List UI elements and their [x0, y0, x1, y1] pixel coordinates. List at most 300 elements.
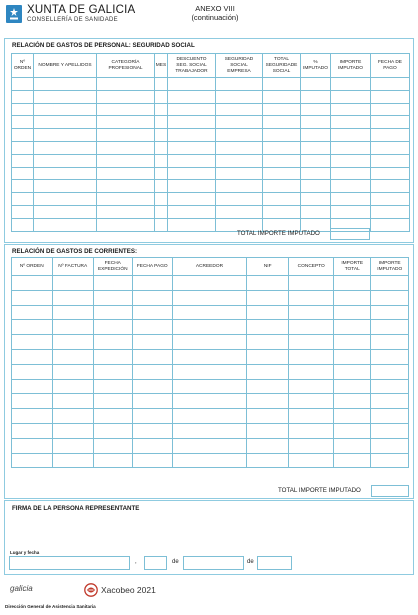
current-cell[interactable]	[173, 394, 247, 409]
personal-cell[interactable]	[97, 218, 155, 231]
year-field[interactable]	[257, 556, 292, 570]
personal-cell[interactable]	[97, 205, 155, 218]
personal-cell[interactable]	[168, 103, 216, 116]
personal-cell[interactable]	[216, 154, 263, 167]
personal-header-text: SEGURIDAD	[224, 56, 254, 62]
personal-cell[interactable]	[168, 116, 216, 129]
current-row	[12, 364, 409, 379]
personal-cell[interactable]	[97, 116, 155, 129]
personal-header-text: SOCIAL	[230, 62, 248, 68]
personal-cell[interactable]	[34, 78, 97, 91]
personal-cell[interactable]	[371, 167, 410, 180]
current-cell[interactable]	[12, 379, 53, 394]
current-cell[interactable]	[289, 276, 334, 291]
personal-header-row	[12, 54, 410, 78]
current-cell[interactable]	[94, 290, 132, 305]
current-cell[interactable]	[246, 276, 289, 291]
current-cell[interactable]	[173, 320, 247, 335]
current-cell[interactable]	[334, 276, 371, 291]
personal-cell[interactable]	[301, 141, 331, 154]
personal-cell[interactable]	[168, 78, 216, 91]
personal-cell[interactable]	[371, 154, 410, 167]
current-cell[interactable]	[289, 394, 334, 409]
personal-cell[interactable]	[12, 154, 34, 167]
personal-cell[interactable]	[371, 141, 410, 154]
current-cell[interactable]	[52, 320, 94, 335]
current-cell[interactable]	[94, 394, 132, 409]
current-header-cell	[334, 258, 371, 276]
personal-cell[interactable]	[12, 180, 34, 193]
current-cell[interactable]	[334, 349, 371, 364]
personal-cell[interactable]	[216, 78, 263, 91]
personal-cell[interactable]	[97, 180, 155, 193]
personal-cell[interactable]	[155, 167, 168, 180]
personal-header-text: PROFESIONAL	[108, 65, 143, 71]
personal-header-cell	[331, 54, 371, 78]
personal-total-label: TOTAL IMPORTE IMPUTADO	[237, 230, 320, 237]
current-cell[interactable]	[173, 379, 247, 394]
current-cell[interactable]	[52, 379, 94, 394]
place-field[interactable]	[9, 556, 130, 570]
current-cell[interactable]	[132, 349, 173, 364]
month-field[interactable]	[183, 556, 244, 570]
current-cell[interactable]	[173, 364, 247, 379]
current-header-text: IMPORTE	[341, 260, 364, 266]
current-header-text: Nº FACTURA	[58, 263, 88, 269]
current-cell[interactable]	[371, 394, 409, 409]
personal-cell[interactable]	[34, 193, 97, 206]
personal-header-cell	[168, 54, 216, 78]
personal-header-cell	[263, 54, 301, 78]
current-cell[interactable]	[12, 423, 53, 438]
personal-cell[interactable]	[168, 180, 216, 193]
current-cell[interactable]	[371, 364, 409, 379]
personal-cell[interactable]	[331, 90, 371, 103]
personal-cell[interactable]	[168, 129, 216, 142]
current-cell[interactable]	[173, 290, 247, 305]
personal-cell[interactable]	[301, 193, 331, 206]
current-total-field[interactable]	[371, 485, 409, 497]
personal-cell[interactable]	[216, 167, 263, 180]
personal-cell[interactable]	[371, 103, 410, 116]
personal-cell[interactable]	[263, 167, 301, 180]
current-cell[interactable]	[132, 409, 173, 424]
personal-cell[interactable]	[97, 154, 155, 167]
current-cell[interactable]	[12, 453, 53, 468]
current-cell[interactable]	[94, 423, 132, 438]
current-cell[interactable]	[52, 349, 94, 364]
current-cell[interactable]	[246, 290, 289, 305]
personal-cell[interactable]	[216, 116, 263, 129]
current-header-text: ACREEDOR	[195, 263, 224, 269]
current-row	[12, 453, 409, 468]
de-separator-1: de	[172, 559, 179, 565]
personal-cell[interactable]	[301, 103, 331, 116]
personal-cell[interactable]	[263, 78, 301, 91]
current-row	[12, 290, 409, 305]
current-cell[interactable]	[94, 305, 132, 320]
personal-cell[interactable]	[168, 141, 216, 154]
personal-row	[12, 154, 410, 167]
personal-cell[interactable]	[371, 116, 410, 129]
current-cell[interactable]	[52, 438, 94, 453]
current-cell[interactable]	[94, 320, 132, 335]
personal-cell[interactable]	[331, 116, 371, 129]
personal-header-text: IMPORTE	[339, 59, 362, 65]
personal-cell[interactable]	[155, 205, 168, 218]
current-cell[interactable]	[334, 453, 371, 468]
current-cell[interactable]	[132, 394, 173, 409]
current-cell[interactable]	[132, 364, 173, 379]
personal-cell[interactable]	[12, 205, 34, 218]
personal-cell[interactable]	[216, 103, 263, 116]
current-cell[interactable]	[246, 438, 289, 453]
current-cell[interactable]	[52, 305, 94, 320]
personal-row	[12, 141, 410, 154]
current-cell[interactable]	[334, 394, 371, 409]
current-cell[interactable]	[289, 379, 334, 394]
current-cell[interactable]	[371, 409, 409, 424]
personal-cell[interactable]	[371, 78, 410, 91]
personal-cell[interactable]	[331, 103, 371, 116]
personal-cell[interactable]	[12, 78, 34, 91]
current-cell[interactable]	[52, 453, 94, 468]
current-cell[interactable]	[289, 335, 334, 350]
current-cell[interactable]	[289, 290, 334, 305]
personal-cell[interactable]	[331, 154, 371, 167]
current-cell[interactable]	[334, 320, 371, 335]
personal-cell[interactable]	[168, 218, 216, 231]
personal-header-text: TOTAL	[273, 56, 290, 62]
current-cell[interactable]	[334, 379, 371, 394]
personal-cell[interactable]	[301, 116, 331, 129]
personal-cell[interactable]	[34, 129, 97, 142]
current-cell[interactable]	[246, 320, 289, 335]
personal-cell[interactable]	[12, 193, 34, 206]
current-total-label: TOTAL IMPORTE IMPUTADO	[278, 487, 361, 494]
personal-cell[interactable]	[97, 129, 155, 142]
current-cell[interactable]	[132, 453, 173, 468]
personal-cell[interactable]	[155, 154, 168, 167]
personal-cell[interactable]	[216, 90, 263, 103]
personal-cell[interactable]	[168, 205, 216, 218]
current-cell[interactable]	[246, 379, 289, 394]
personal-cell[interactable]	[12, 129, 34, 142]
current-cell[interactable]	[132, 379, 173, 394]
personal-cell[interactable]	[371, 180, 410, 193]
current-header-text: CONCEPTO	[297, 263, 325, 269]
current-cell[interactable]	[173, 423, 247, 438]
current-cell[interactable]	[371, 320, 409, 335]
current-cell[interactable]	[94, 438, 132, 453]
personal-row	[12, 167, 410, 180]
personal-cell[interactable]	[216, 180, 263, 193]
personal-cell[interactable]	[155, 103, 168, 116]
current-cell[interactable]	[94, 379, 132, 394]
personal-cell[interactable]	[371, 193, 410, 206]
personal-header-cell	[97, 54, 155, 78]
current-cell[interactable]	[289, 409, 334, 424]
current-cell[interactable]	[246, 335, 289, 350]
personal-cell[interactable]	[97, 78, 155, 91]
current-cell[interactable]	[334, 335, 371, 350]
current-cell[interactable]	[334, 438, 371, 453]
current-cell[interactable]	[132, 438, 173, 453]
current-cell[interactable]	[371, 335, 409, 350]
personal-cell[interactable]	[97, 90, 155, 103]
galicia-logo: galicia	[10, 584, 33, 593]
personal-cell[interactable]	[301, 78, 331, 91]
current-cell[interactable]	[173, 453, 247, 468]
current-cell[interactable]	[334, 409, 371, 424]
personal-cell[interactable]	[331, 141, 371, 154]
personal-cell[interactable]	[168, 193, 216, 206]
current-cell[interactable]	[132, 335, 173, 350]
personal-header-text: %	[313, 59, 318, 65]
personal-cell[interactable]	[97, 141, 155, 154]
personal-cell[interactable]	[216, 205, 263, 218]
personal-cell[interactable]	[155, 141, 168, 154]
personal-cell[interactable]	[97, 167, 155, 180]
current-cell[interactable]	[289, 364, 334, 379]
current-cell[interactable]	[12, 394, 53, 409]
current-header-row	[12, 258, 409, 276]
current-header-text: Nº ORDEN	[19, 263, 44, 269]
current-cell[interactable]	[52, 394, 94, 409]
personal-cell[interactable]	[263, 129, 301, 142]
current-cell[interactable]	[12, 305, 53, 320]
current-cell[interactable]	[132, 290, 173, 305]
personal-header-cell	[371, 54, 410, 78]
personal-cell[interactable]	[301, 180, 331, 193]
current-cell[interactable]	[371, 453, 409, 468]
current-cell[interactable]	[12, 276, 53, 291]
personal-cell[interactable]	[97, 103, 155, 116]
personal-row	[12, 103, 410, 116]
personal-row	[12, 90, 410, 103]
personal-cell[interactable]	[263, 205, 301, 218]
personal-cell[interactable]	[301, 90, 331, 103]
current-cell[interactable]	[132, 320, 173, 335]
personal-header-cell	[34, 54, 97, 78]
personal-cell[interactable]	[263, 154, 301, 167]
current-cell[interactable]	[334, 290, 371, 305]
personal-cell[interactable]	[155, 90, 168, 103]
personal-cell[interactable]	[34, 218, 97, 231]
place-date-label: Lugar y fecha	[10, 550, 40, 555]
personal-row	[12, 205, 410, 218]
annex-subtitle: (continuación)	[191, 13, 239, 22]
de-separator-2: de	[247, 559, 254, 565]
personal-cell[interactable]	[371, 90, 410, 103]
personal-cell[interactable]	[34, 141, 97, 154]
current-cell[interactable]	[52, 335, 94, 350]
current-cell[interactable]	[52, 290, 94, 305]
signature-panel-title: FIRMA DE LA PERSONA REPRESENTANTE	[12, 505, 140, 512]
current-cell[interactable]	[173, 276, 247, 291]
personal-cell[interactable]	[301, 205, 331, 218]
current-header-cell	[132, 258, 173, 276]
personal-cell[interactable]	[12, 90, 34, 103]
personal-cell[interactable]	[331, 193, 371, 206]
current-cell[interactable]	[12, 438, 53, 453]
current-cell[interactable]	[12, 364, 53, 379]
current-cell[interactable]	[371, 438, 409, 453]
current-cell[interactable]	[173, 305, 247, 320]
personal-cell[interactable]	[263, 141, 301, 154]
current-cell[interactable]	[52, 409, 94, 424]
current-cell[interactable]	[334, 364, 371, 379]
personal-cell[interactable]	[216, 129, 263, 142]
current-row	[12, 349, 409, 364]
current-cell[interactable]	[12, 320, 53, 335]
personal-total-field[interactable]	[330, 228, 370, 240]
current-cell[interactable]	[132, 305, 173, 320]
personal-cell[interactable]	[331, 129, 371, 142]
personal-cell[interactable]	[216, 141, 263, 154]
personal-cell[interactable]	[155, 116, 168, 129]
current-cell[interactable]	[246, 409, 289, 424]
personal-cell[interactable]	[155, 180, 168, 193]
current-cell[interactable]	[52, 364, 94, 379]
personal-header-text: EMPRESA	[227, 68, 251, 74]
comma-separator: ,	[135, 559, 137, 565]
current-row	[12, 409, 409, 424]
current-cell[interactable]	[246, 364, 289, 379]
personal-cell[interactable]	[371, 218, 410, 231]
personal-cell[interactable]	[301, 167, 331, 180]
current-header-cell	[94, 258, 132, 276]
footer-direction: Dirección General de Asistencia Sanitaria	[5, 604, 96, 609]
personal-header-text: CATEGORÍA	[111, 59, 140, 65]
current-cell[interactable]	[371, 305, 409, 320]
personal-cell[interactable]	[155, 129, 168, 142]
personal-cell[interactable]	[155, 193, 168, 206]
personal-cell[interactable]	[12, 167, 34, 180]
personal-header-text: Nº	[19, 59, 26, 65]
current-cell[interactable]	[371, 379, 409, 394]
current-row	[12, 320, 409, 335]
personal-cell[interactable]	[34, 167, 97, 180]
current-cell[interactable]	[246, 423, 289, 438]
personal-cell[interactable]	[301, 129, 331, 142]
personal-cell[interactable]	[34, 103, 97, 116]
current-panel-title: RELACIÓN DE GASTOS DE CORRIENTES:	[12, 248, 138, 255]
personal-cell[interactable]	[331, 167, 371, 180]
current-cell[interactable]	[12, 335, 53, 350]
current-cell[interactable]	[12, 349, 53, 364]
current-cell[interactable]	[132, 423, 173, 438]
personal-cell[interactable]	[371, 205, 410, 218]
current-cell[interactable]	[289, 349, 334, 364]
current-cell[interactable]	[289, 305, 334, 320]
current-cell[interactable]	[132, 276, 173, 291]
current-cell[interactable]	[334, 305, 371, 320]
current-cell[interactable]	[371, 349, 409, 364]
personal-cell[interactable]	[371, 129, 410, 142]
current-header-text: IMPUTADO	[377, 266, 403, 272]
personal-cell[interactable]	[301, 154, 331, 167]
current-cell[interactable]	[94, 364, 132, 379]
current-expenses-table	[11, 257, 409, 468]
current-cell[interactable]	[173, 438, 247, 453]
personal-cell[interactable]	[155, 218, 168, 231]
current-cell[interactable]	[289, 438, 334, 453]
current-cell[interactable]	[334, 423, 371, 438]
current-cell[interactable]	[12, 290, 53, 305]
personal-cell[interactable]	[168, 154, 216, 167]
current-cell[interactable]	[173, 409, 247, 424]
personal-cell[interactable]	[12, 218, 34, 231]
current-row	[12, 438, 409, 453]
personal-cell[interactable]	[34, 205, 97, 218]
personal-expenses-table	[11, 53, 410, 232]
current-cell[interactable]	[246, 349, 289, 364]
personal-cell[interactable]	[12, 141, 34, 154]
current-cell[interactable]	[52, 276, 94, 291]
personal-cell[interactable]	[263, 103, 301, 116]
personal-cell[interactable]	[331, 205, 371, 218]
current-cell[interactable]	[289, 423, 334, 438]
current-cell[interactable]	[173, 335, 247, 350]
personal-cell[interactable]	[331, 78, 371, 91]
personal-cell[interactable]	[168, 167, 216, 180]
day-field[interactable]	[144, 556, 167, 570]
current-cell[interactable]	[94, 276, 132, 291]
personal-header-text: SEG. SOCIAL	[176, 62, 207, 68]
personal-cell[interactable]	[263, 180, 301, 193]
current-cell[interactable]	[246, 305, 289, 320]
personal-row	[12, 193, 410, 206]
current-cell[interactable]	[371, 423, 409, 438]
personal-cell[interactable]	[34, 90, 97, 103]
personal-cell[interactable]	[263, 193, 301, 206]
current-row	[12, 305, 409, 320]
current-cell[interactable]	[246, 453, 289, 468]
current-header-cell	[371, 258, 409, 276]
current-cell[interactable]	[94, 453, 132, 468]
current-cell[interactable]	[94, 349, 132, 364]
personal-cell[interactable]	[12, 116, 34, 129]
current-cell[interactable]	[289, 320, 334, 335]
personal-cell[interactable]	[34, 180, 97, 193]
personal-cell[interactable]	[263, 90, 301, 103]
current-cell[interactable]	[173, 349, 247, 364]
personal-cell[interactable]	[34, 116, 97, 129]
personal-cell[interactable]	[97, 193, 155, 206]
personal-cell[interactable]	[331, 180, 371, 193]
current-cell[interactable]	[94, 335, 132, 350]
current-row	[12, 335, 409, 350]
current-cell[interactable]	[289, 453, 334, 468]
personal-cell[interactable]	[168, 90, 216, 103]
current-cell[interactable]	[246, 394, 289, 409]
personal-cell[interactable]	[34, 154, 97, 167]
personal-cell[interactable]	[12, 103, 34, 116]
current-cell[interactable]	[12, 409, 53, 424]
current-header-cell	[246, 258, 289, 276]
current-cell[interactable]	[371, 290, 409, 305]
current-row	[12, 394, 409, 409]
current-cell[interactable]	[52, 423, 94, 438]
current-cell[interactable]	[94, 409, 132, 424]
personal-cell[interactable]	[155, 78, 168, 91]
current-cell[interactable]	[371, 276, 409, 291]
current-header-cell	[289, 258, 334, 276]
personal-cell[interactable]	[216, 193, 263, 206]
personal-cell[interactable]	[263, 116, 301, 129]
personal-header-text: MES	[155, 62, 167, 68]
